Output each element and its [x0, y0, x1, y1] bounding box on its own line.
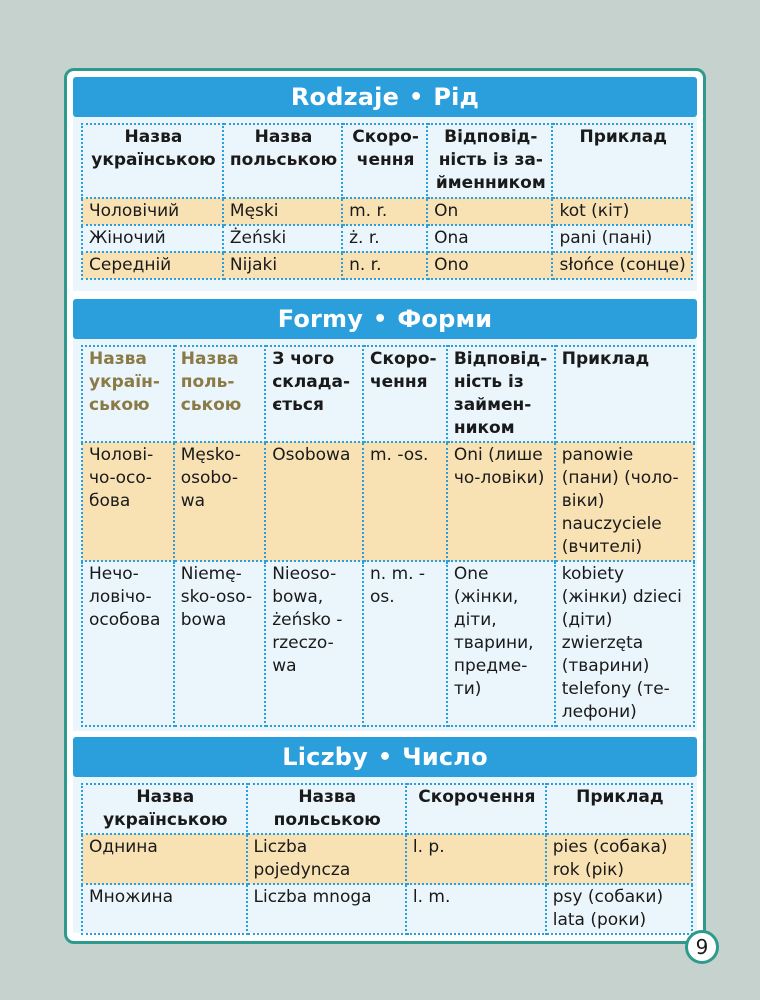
header-cell: Скоро-чення: [342, 124, 427, 198]
table-cell: l. p.: [406, 834, 546, 884]
table-cell: On: [427, 198, 552, 225]
table-cell: n. m. -os.: [363, 561, 447, 726]
table-cell: pani (пані): [552, 225, 692, 252]
header-cell: Відповід-ність із займен-ником: [447, 346, 555, 442]
header-cell: Назва українською: [82, 784, 247, 834]
header-cell: З чого склада-ється: [265, 346, 363, 442]
table-cell: One (жінки, діти, тварини, предме-ти): [447, 561, 555, 726]
table-row: [82, 225, 692, 252]
number-title-ua: Число: [402, 743, 488, 771]
number-title-pl: Liczby: [282, 743, 368, 771]
header-cell: Назва українською: [82, 124, 223, 198]
table-cell: Ona: [427, 225, 552, 252]
table-cell: Męski: [223, 198, 342, 225]
header-cell: Приклад: [552, 124, 692, 198]
bullet-icon: •: [377, 744, 393, 770]
forms-title-ua: Форми: [397, 305, 493, 333]
forms-table: [81, 345, 695, 727]
bullet-icon: •: [409, 84, 424, 110]
table-cell: kobiety (жінки) dzieci (діти) zwierzęta (тварини) telefony (те-лефони): [555, 561, 694, 726]
grammar-card: [64, 68, 706, 944]
table-cell: Nieoso-bowa, żeńsko -rzeczo-wa: [265, 561, 363, 726]
table-cell: psy (собаки) lata (роки): [546, 884, 692, 934]
bullet-icon: •: [373, 306, 388, 332]
number-table: [81, 783, 693, 935]
forms-panel: [73, 339, 697, 731]
table-cell: Oni (лише чо-ловіки): [447, 442, 555, 561]
table-cell: Середній: [82, 252, 223, 279]
table-row: [82, 252, 692, 279]
table-cell: ż. r.: [342, 225, 427, 252]
table-row: [82, 198, 692, 225]
table-cell: Żeński: [223, 225, 342, 252]
table-cell: n. r.: [342, 252, 427, 279]
table-cell: Nijaki: [223, 252, 342, 279]
section-header-number: [73, 737, 697, 777]
table-row: [82, 834, 692, 884]
header-cell: Назва україн-ською: [82, 346, 174, 442]
section-header-gender: [73, 77, 697, 117]
table-cell: panowie (пани) (чоло-віки) nauczyciele (вчителі): [555, 442, 694, 561]
table-header-row: [82, 124, 692, 198]
table-cell: Однина: [82, 834, 247, 884]
number-panel: [73, 777, 697, 933]
table-cell: Жіночий: [82, 225, 223, 252]
gender-title-ua: Рід: [433, 83, 480, 111]
table-cell: m. -os.: [363, 442, 447, 561]
table-cell: Ono: [427, 252, 552, 279]
table-cell: l. m.: [406, 884, 546, 934]
section-header-forms: [73, 299, 697, 339]
header-cell: Приклад: [555, 346, 694, 442]
table-cell: Множина: [82, 884, 247, 934]
table-row: [82, 884, 692, 934]
table-row: [82, 442, 694, 561]
table-cell: Нечо-ловічо-особова: [82, 561, 174, 726]
header-cell: Назва поль-ською: [174, 346, 265, 442]
table-cell: Чолові-чо-осо-бова: [82, 442, 174, 561]
table-cell: m. r.: [342, 198, 427, 225]
forms-title-pl: Formy: [277, 305, 364, 333]
table-cell: kot (кіт): [552, 198, 692, 225]
table-cell: Osobowa: [265, 442, 363, 561]
header-cell: Відповід-ність із за-йменником: [427, 124, 552, 198]
table-header-row: [82, 784, 692, 834]
gender-panel: [73, 117, 697, 291]
table-cell: Чоловічий: [82, 198, 223, 225]
table-cell: Liczba pojedyncza: [247, 834, 406, 884]
table-cell: słońce (сонце): [552, 252, 692, 279]
table-cell: Liczba mnoga: [247, 884, 406, 934]
header-cell: Скорочення: [406, 784, 546, 834]
gender-table: [81, 123, 693, 280]
table-cell: pies (собака) rok (рік): [546, 834, 692, 884]
header-cell: Приклад: [546, 784, 692, 834]
gender-title-pl: Rodzaje: [290, 83, 400, 111]
header-cell: Назва польською: [247, 784, 406, 834]
header-cell: Назва польською: [223, 124, 342, 198]
table-cell: Męsko-osobo-wa: [174, 442, 265, 561]
page-number: 9: [685, 930, 719, 964]
table-row: [82, 561, 694, 726]
table-cell: Niemę-sko-oso-bowa: [174, 561, 265, 726]
header-cell: Скоро-чення: [363, 346, 447, 442]
table-header-row: [82, 346, 694, 442]
